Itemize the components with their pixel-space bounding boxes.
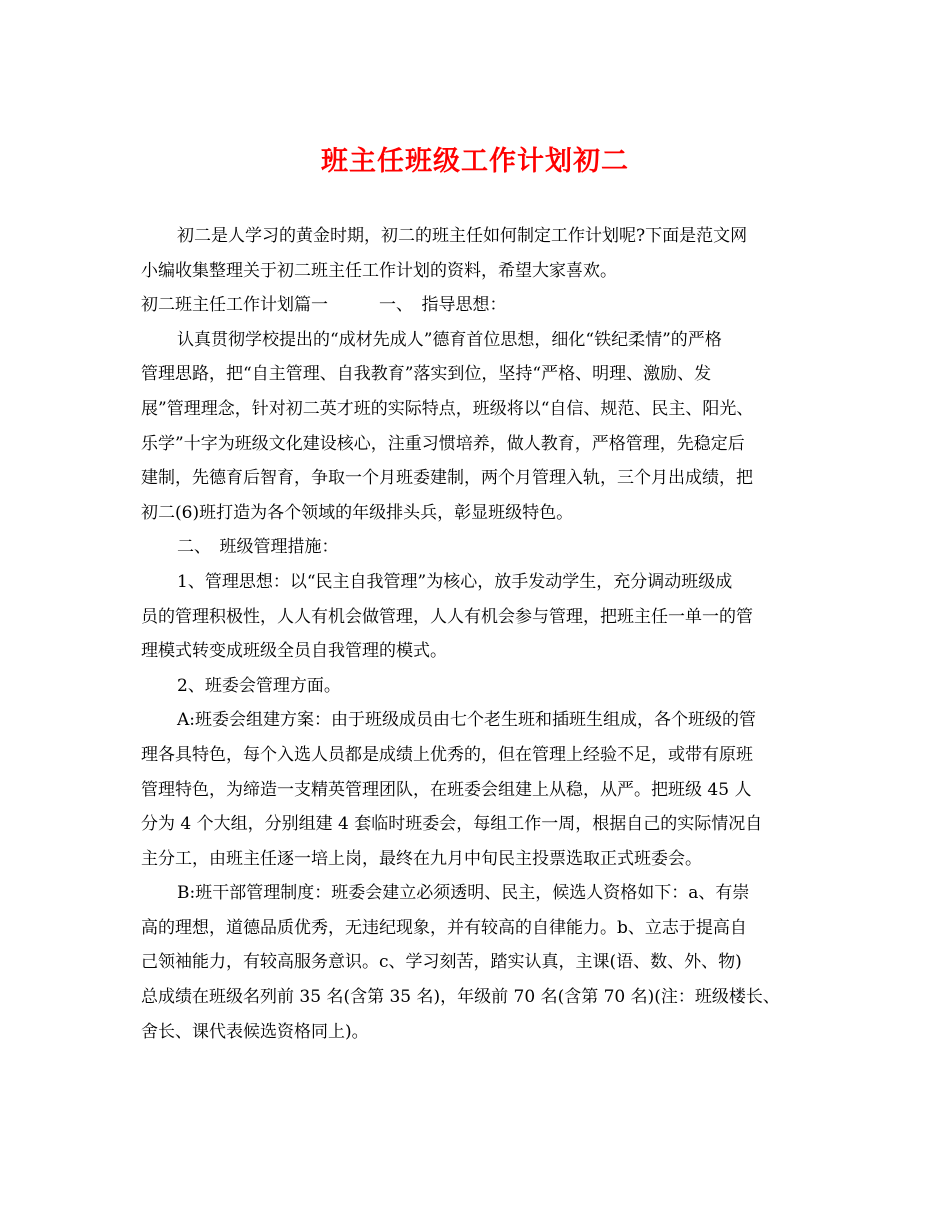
text-line: 建制，先德育后智育，争取一个月班委建制，两个月管理入轨，三个月出成绩，把 <box>141 468 753 489</box>
text-line: 小编收集整理关于初二班主任工作计划的资料，希望大家喜欢。 <box>141 260 617 281</box>
text-line: A:班委会组建方案：由于班级成员由七个老生班和插班生组成，各个班级的管 <box>177 710 757 731</box>
document-body <box>141 219 821 1049</box>
text-line: 二、 班级管理措施： <box>177 537 339 558</box>
text-line: B:班干部管理制度：班委会建立必须透明、民主，候选人资格如下：a、有崇 <box>177 883 750 904</box>
text-line: 己领袖能力，有较高服务意识。c、学习刻苦，踏实认真，主课(语、数、外、物) <box>141 952 742 973</box>
text-line: 乐学”十字为班级文化建设核心，注重习惯培养，做人教育，严格管理，先稳定后 <box>141 433 745 454</box>
text-line: 认真贯彻学校提出的“成材先成人”德育首位思想，细化“铁纪柔情”的严格 <box>177 329 722 350</box>
text-line: 管理特色，为缔造一支精英管理团队，在班委会组建上从稳，从严。把班级 45 人 <box>141 779 752 800</box>
text-line: 员的管理积极性，人人有机会做管理，人人有机会参与管理，把班主任一单一的管 <box>141 606 753 627</box>
text-line: 高的理想，道德品质优秀，无违纪现象，并有较高的自律能力。b、立志于提高自 <box>141 917 747 938</box>
text-line: 1、管理思想：以“民主自我管理”为核心，放手发动学生，充分调动班级成 <box>177 571 733 592</box>
text-line: 展”管理理念，针对初二英才班的实际特点，班级将以“自信、规范、民主、阳光、 <box>141 398 754 419</box>
text-line: 初二班主任工作计划篇一 一、 指导思想： <box>141 295 507 316</box>
text-line: 分为 4 个大组，分别组建 4 套临时班委会，每组工作一周，根据自己的实际情况自 <box>141 814 763 835</box>
text-line: 主分工，由班主任逐一培上岗，最终在九月中旬民主投票选取正式班委会。 <box>141 848 702 869</box>
text-line: 管理思路，把“自主管理、自我教育”落实到位，坚持“严格、明理、激励、发 <box>141 364 712 385</box>
text-line: 舍长、课代表候选资格同上)。 <box>141 1021 369 1042</box>
text-line: 初二(6)班打造为各个领域的年级排头兵，彰显班级特色。 <box>141 502 574 523</box>
text-line: 理各具特色，每个入选人员都是成绩上优秀的，但在管理上经验不足，或带有原班 <box>141 744 753 765</box>
document-title: 班主任班级工作计划初二 <box>321 146 629 177</box>
text-line: 理模式转变成班级全员自我管理的模式。 <box>141 641 447 662</box>
text-line: 总成绩在班级名列前 35 名(含第 35 名)，年级前 70 名(含第 70 名)(注：班级楼长、 <box>141 987 780 1008</box>
text-line: 2、班委会管理方面。 <box>177 675 341 696</box>
text-line: 初二是人学习的黄金时期，初二的班主任如何制定工作计划呢?下面是范文网 <box>177 226 748 246</box>
